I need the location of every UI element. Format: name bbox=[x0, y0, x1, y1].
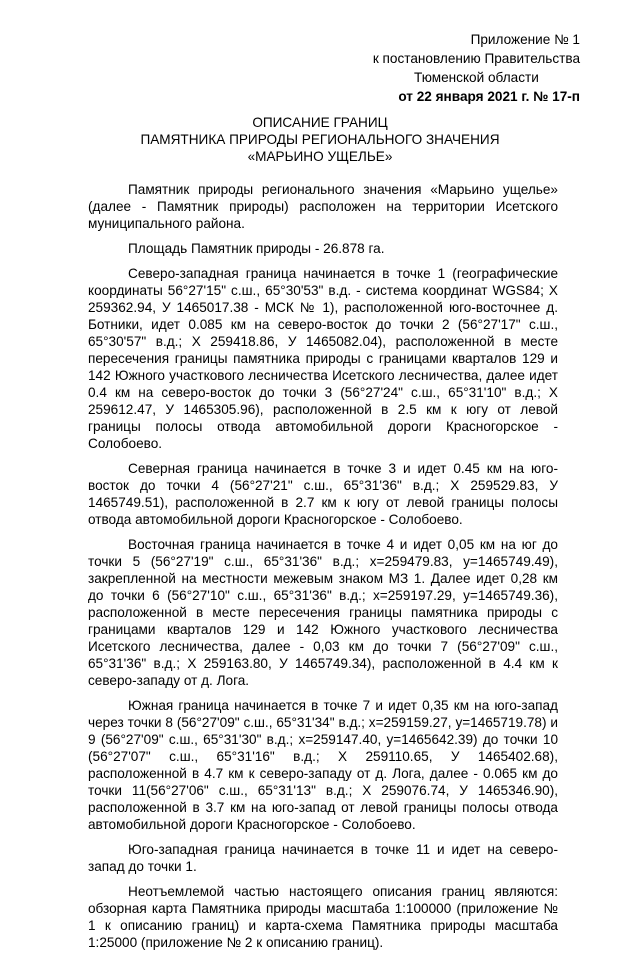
paragraph-area: Площадь Памятник природы - 26.878 га. bbox=[128, 241, 385, 256]
paragraph-intro: Памятник природы регионального значения «Марьино ущелье» (далее - Памятник природы) расположен на территории Исетского муниципального района. bbox=[88, 182, 558, 231]
paragraph-east-boundary: Восточная граница начинается в точке 4 и идет 0,05 км на юг до точки 5 (56°27'19" с.ш., 65°31'36" в.д.; x=259479.83, y=1465749.49), закрепленной на местности межевым знаком МЗ 1. Далее идет 0,28 км до точки 6 (56°27'10" с.ш., 65°31'36" в.д.; x=259197.29, y=1465749.36), расположенной в месте пересечения границы памятника природы с границами кварталов 129 и 142 Южного участкового лесничества Исетского лесничества, далее - 0,03 км до точки 7 (56°27'09" с.ш., 65°31'36" в.д.; X 259163.80, У 1465749.34), расположенной в 4.4 км к северо-западу от д. Лога. bbox=[88, 537, 558, 688]
appendix-header bbox=[373, 30, 580, 106]
appendix-region: Тюменской области bbox=[413, 70, 539, 85]
title-line-1: ОПИСАНИЕ ГРАНИЦ bbox=[252, 115, 388, 130]
document-title bbox=[80, 114, 560, 165]
paragraph-north-boundary: Северная граница начинается в точке 3 и идет 0.45 км на юго-восток до точки 4 (56°27'21" с.ш., 65°31'36" в.д.; X 259529.83, У 1465749.51), расположенной в 2.7 км к югу от левой границы полосы отвода автомобильной дороги Красногорское - Солобоево. bbox=[88, 461, 558, 527]
paragraph-northwest-boundary: Северо-западная граница начинается в точке 1 (географические координаты 56°27'15" с.ш., 65°30'53" в.д. - система координат WGS84; X 259362.94, У 1465017.38 - МСК № 1), расположенной юго-восточнее д. Ботники, идет 0.085 км на северо-восток до точки 2 (56°27'17" с.ш., 65°30'57" в.д.; X 259418.86, У 1465082.04), расположенной в месте пересечения границы памятника природы с границами кварталов 129 и 142 Южного участкового лесничества Исетского лесничества, далее идет 0.4 км на северо-восток до точки 3 (56°27'24" с.ш., 65°31'10" в.д.; X 259612.47, У 1465305.96), расположенной в 2.5 км к югу от левой границы полосы отвода автомобильной дороги Красногорское - Солобоево. bbox=[88, 266, 558, 451]
document-body bbox=[88, 181, 558, 959]
appendix-date: от 22 января 2021 г. № 17-п bbox=[398, 89, 580, 104]
title-line-3: «МАРЬИНО УЩЕЛЬЕ» bbox=[247, 149, 393, 164]
paragraph-southwest-boundary: Юго-западная граница начинается в точке 11 и идет на северо-запад до точки 1. bbox=[88, 842, 558, 874]
appendix-number: Приложение № 1 bbox=[470, 32, 580, 47]
title-line-2: ПАМЯТНИКА ПРИРОДЫ РЕГИОНАЛЬНОГО ЗНАЧЕНИЯ bbox=[140, 132, 500, 147]
paragraph-attachments: Неотъемлемой частью настоящего описания границ являются: обзорная карта Памятника природы масштаба 1:100000 (приложение № 1 к описанию границ) и карта-схема Памятника природы масштаба 1:25000 (приложение № 2 к описанию границ). bbox=[88, 884, 558, 950]
paragraph-south-boundary: Южная граница начинается в точке 7 и идет 0,35 км на юго-запад через точки 8 (56°27'09" с.ш., 65°31'34" в.д.; x=259159.27, y=1465719.78) и 9 (56°27'09" с.ш., 65°31'30" в.д.; x=259147.40, y=1465642.39) до точки 10 (56°27'07" с.ш., 65°31'16" в.д.; X 259110.65, У 1465402.68), расположенной в 4.7 км к северо-западу от д. Лога, далее - 0.065 км до точки 11(56°27'06" с.ш., 65°31'13" в.д.; X 259076.74, У 1465346.90), расположенной в 3.7 км на юго-запад от левой границы полосы отвода автомобильной дороги Красногорское - Солобоево. bbox=[88, 698, 558, 832]
appendix-reference: к постановлению Правительства bbox=[372, 51, 580, 66]
